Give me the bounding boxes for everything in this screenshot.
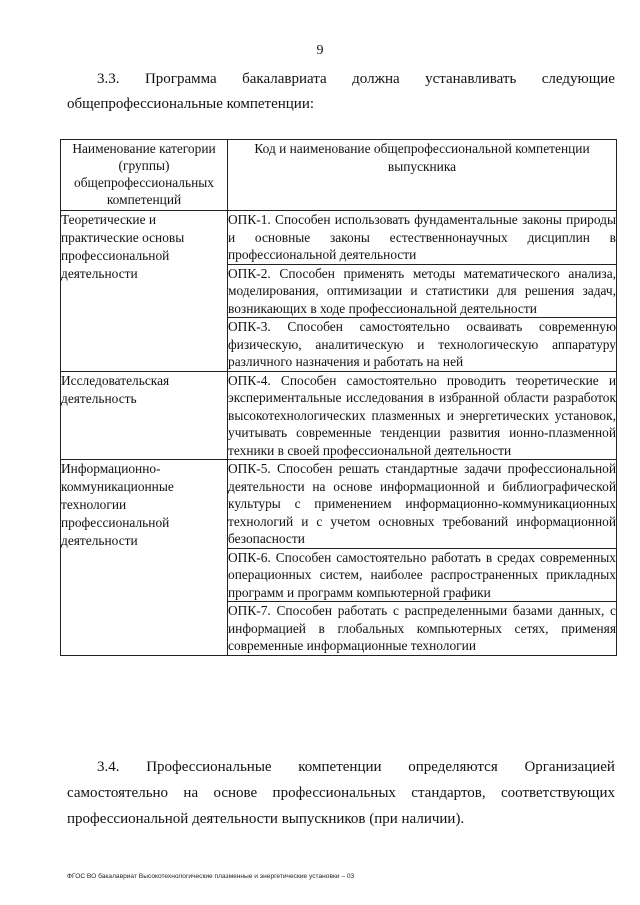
header-category: Наименование категории (группы) общепрофессиональных компетенций bbox=[61, 140, 228, 211]
closing-word: 3.4. bbox=[97, 759, 120, 775]
page-number: 9 bbox=[316, 43, 324, 58]
closing-word: Организацией bbox=[524, 759, 615, 775]
intro-word: Программа bbox=[144, 71, 217, 87]
category-cell: Теоретические и практические основы профессиональной деятельности bbox=[61, 211, 228, 372]
closing-word: Профессиональные bbox=[146, 759, 272, 775]
closing-line-1 bbox=[67, 754, 615, 780]
competency-cell: ОПК-2. Способен применять методы математического анализа, моделирования, оптимизации и статистики для решения задач, возникающих в ходе профессиональной деятельности bbox=[228, 265, 616, 316]
intro-line-2: общепрофессиональные компетенции: bbox=[67, 96, 315, 112]
header-competency: Код и наименование общепрофессиональной компетенции выпускника bbox=[228, 140, 617, 211]
page-footer: ФГОС ВО бакалавриат Высокотехнологические плазменные и энергетические установки – 03 bbox=[67, 873, 355, 880]
table-row bbox=[61, 460, 617, 549]
closing-word: определяются bbox=[408, 759, 498, 775]
table-row bbox=[61, 211, 617, 265]
competency-cell: ОПК-7. Способен работать с распределенными базами данных, с информацией в глобальных компьютерных сетях, применяя современные информационные технологии bbox=[228, 603, 616, 653]
competency-cell: ОПК-6. Способен самостоятельно работать в средах современных операционных систем, наиболее распространенных прикладных программ и программ компьютерной графики bbox=[228, 549, 616, 600]
closing-word: на bbox=[183, 785, 199, 801]
table-header-row bbox=[61, 140, 617, 211]
competency-cell: ОПК-3. Способен самостоятельно осваивать современную физическую, аналитическую и технологическую аппаратуру различного назначения и работать на ней bbox=[228, 319, 616, 369]
competency-cell: ОПК-4. Способен самостоятельно проводить теоретические и экспериментальные исследования в избранной области разработок высокотехнологических плазменных и энергетических установок, учитывать современные тенденции развития ионно-плазменной техники в своей профессиональной деятельности bbox=[228, 372, 616, 458]
closing-word: стандартов, bbox=[411, 785, 486, 801]
closing-line-3: профессиональной деятельности выпускников (при наличии). bbox=[67, 811, 465, 827]
closing-word: профессиональных bbox=[272, 785, 396, 801]
closing-word: основе bbox=[213, 785, 258, 801]
intro-word: следующие bbox=[541, 71, 615, 87]
intro-line-1 bbox=[67, 67, 615, 92]
intro-word: устанавливать bbox=[425, 71, 517, 87]
closing-word: самостоятельно bbox=[67, 785, 169, 801]
competencies-table bbox=[60, 139, 617, 656]
competency-cell: ОПК-1. Способен использовать фундаментальные законы природы и основные законы естественнонаучных дисциплин в профессиональной деятельности bbox=[228, 212, 616, 262]
intro-word: бакалавриата bbox=[242, 71, 327, 87]
closing-word: компетенции bbox=[298, 759, 382, 775]
closing-word: соответствующих bbox=[501, 785, 615, 801]
intro-word: должна bbox=[352, 71, 400, 87]
category-cell: Информационно-коммуникационные технологии профессиональной деятельности bbox=[61, 460, 228, 656]
intro-paragraph bbox=[67, 67, 615, 117]
intro-word: 3.3. bbox=[97, 71, 120, 87]
table-row bbox=[61, 371, 617, 460]
category-cell: Исследовательская деятельность bbox=[61, 371, 228, 460]
closing-line-2 bbox=[67, 780, 615, 806]
competency-cell: ОПК-5. Способен решать стандартные задачи профессиональной деятельности на основе информационной и библиографической культуры с применением информационно-коммуникационных технологий и с учетом основных требований информационной безопасности bbox=[228, 461, 616, 546]
closing-paragraph bbox=[67, 754, 615, 832]
